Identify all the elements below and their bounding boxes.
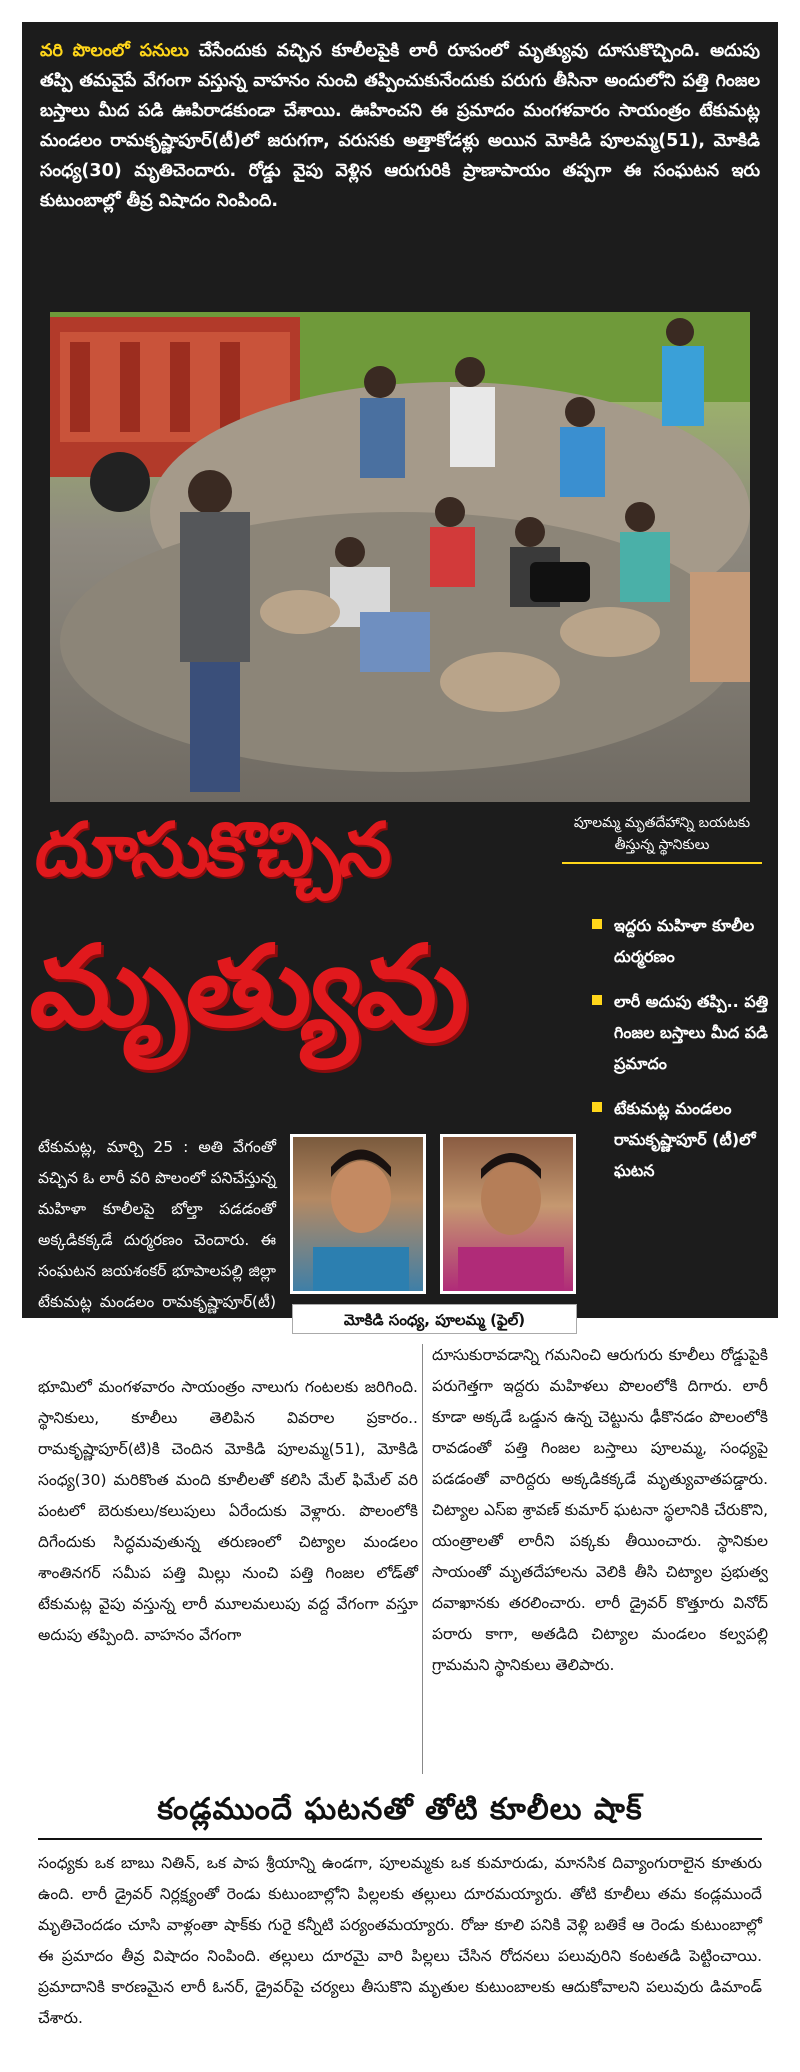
accident-photo bbox=[50, 312, 750, 802]
accident-photo-illustration bbox=[50, 312, 750, 802]
article-column-left-bottom: భూమిలో మంగళవారం సాయంత్రం నాలుగు గంటలకు జరిగింది. స్థానికులు, కూలీలు తెలిపిన వివరాల ప్రకారం.. రామకృష్ణాపూర్(టి)కి చెందిన మోకిడి పూలమ్మ(51), మోకిడి సంధ్య(30) మరికొంత మంది కూలీలతో కలిసి మేల్ ఫిమేల్ వరి పంటలో బెరుకులు/కలుపులు ఏరేందుకు వెళ్లారు. పొలంలోకి దిగేందుకు సిద్ధమవుతున్న తరుణంలో చిట్యాల మండలం శాంతినగర్ సమీప పత్తి మిల్లు నుంచి పత్తి గింజల లోడ్‌తో టేకుమట్ల వైపు వస్తున్న లారీ మూలమలుపు వద్ద వేగంగా వస్తూ అదుపు తప్పింది. వాహనం వేగంగా bbox=[38, 1378, 418, 1644]
portrait-pulamma-illustration bbox=[443, 1137, 576, 1294]
caption-divider bbox=[562, 862, 762, 864]
highlight-item: లారీ అదుపు తప్పి.. పత్తి గింజల బస్తాలు మీద పడి ప్రమాదం bbox=[592, 986, 772, 1079]
portrait-pulamma bbox=[440, 1134, 576, 1294]
portrait-sandhya-illustration bbox=[293, 1137, 426, 1294]
sub-headline: కండ్లముందే ఘటనతో తోటి కూలీలు షాక్ bbox=[157, 1792, 643, 1827]
photo-caption: పూలమ్మ మృతదేహాన్ని బయటకు తీస్తున్న స్థానికులు bbox=[573, 815, 751, 853]
column-divider bbox=[422, 1344, 423, 1774]
headline-line-1: దూసుకొచ్చిన bbox=[31, 807, 394, 893]
highlight-item: టేకుమట్ల మండలం రామకృష్ణాపూర్ (టీ)లో ఘటన bbox=[592, 1093, 772, 1186]
lead-kicker: వరి పొలంలో పనులు bbox=[40, 41, 189, 61]
lead-paragraph bbox=[40, 36, 760, 216]
article-column-left-top: టేకుమట్ల, మార్చి 25 : అతి వేగంతో వచ్చిన ఓ లారీ వరి పొలంలో పనిచేస్తున్న మహిళా కూలీలపై బోల్తా పడడంతో అక్కడికక్కడే దుర్మరణం చెందారు. ఈ సంఘటన జయశంకర్ భూపాలపల్లి జిల్లా టేకుమట్ల మండలం రామకృష్ణాపూర్(టీ) గ్రామ శివారులోని వ్యవసాయ bbox=[38, 1138, 276, 1342]
article-column-right: దూసుకురావడాన్ని గమనించి ఆరుగురు కూలీలు రోడ్డుపైకి పరుగెత్తగా ఇద్దరు మహిళలు పొలంలోకి దిగారు. లారీ కూడా అక్కడే ఒడ్డున ఉన్న చెట్టును ఢీకొనడం పొలంలోకి రావడంతో పత్తి గింజల బస్తాలు పూలమ్మ, సంధ్యపై పడడంతో వారిద్దరు అక్కడికక్కడే మృత్యువాతపడ్డారు. చిట్యాల ఎస్ఐ శ్రావణ్ కుమార్ ఘటనా స్థలానికి చేరుకొని, యంత్రాలతో లారీని పక్కకు తీయించారు. స్థానికుల సాయంతో మృతదేహాలను వెలికి తీసి చిట్యాల ప్రభుత్వ దవాఖానకు తరలించారు. లారీ డ్రైవర్ కొత్తూరు వినోద్ పరారు కాగా, అతడిది చిట్యాల మండలం కల్వపల్లి గ్రామమని స్థానికులు తెలిపారు. bbox=[432, 1346, 768, 1674]
news-page bbox=[22, 22, 778, 2052]
article-followup-paragraph: సంధ్యకు ఒక బాబు నితిన్, ఒక పాప శ్రీయాన్ని ఉండగా, పూలమ్మకు ఒక కుమారుడు, మానసిక దివ్యాంగురాలైన కూతురు ఉంది. లారీ డ్రైవర్ నిర్లక్ష్యంతో రెండు కుటుంబాల్లోని పిల్లలకు తల్లులు దూరమయ్యారు. తోటి కూలీలు తమ కండ్లముందే మృతిచెందడం చూసి వాళ్లంతా షాక్‌కు గురై కన్నీటి పర్యంతమయ్యారు. రోజు కూలి పనికి వెళ్లి బతికే ఆ రెండు కుటుంబాల్లో ఈ ప్రమాదం తీవ్ర విషాదం నింపింది. తల్లులు దూరమై వారి పిల్లలు చేసిన రోదనలు పలువురిని కంటతడి పెట్టించాయి. ప్రమాదానికి కారణమైన లారీ ఓనర్, డ్రైవర్‌పై చర్యలు తీసుకొని మృతుల కుటుంబాలకు ఆదుకోవాలని పలువురు డిమాండ్ చేశారు. bbox=[38, 1854, 762, 2027]
portrait-sandhya bbox=[290, 1134, 426, 1294]
lead-text: చేసేందుకు వచ్చిన కూలీలపైకి లారీ రూపంలో మృత్యువు దూసుకొచ్చింది. అదుపు తప్పి తమవైపే వేగంగా వస్తున్న వాహనం నుంచి తప్పించుకునేందుకు పరుగు తీసినా అందులోని పత్తి గింజల బస్తాలు మీద పడి ఊపిరాడకుండా చేశాయి. ఊహించని ఈ ప్రమాదం మంగళవారం సాయంత్రం టేకుమట్ల మండలం రామకృష్ణాపూర్(టీ)లో జరుగగా, వరుసకు అత్తాకోడళ్లు అయిన మోకిడి పూలమ్మ(51), మోకిడి సంధ్య(30) మృతిచెందారు. రోడ్డు వైపు వెళ్లిన ఆరుగురికి ప్రాణాపాయం తప్పగా ఈ సంఘటన ఇరు కుటుంబాల్లో తీవ్ర విషాదం నింపింది. bbox=[40, 41, 760, 211]
portrait-caption: మోకిడి సంధ్య, పూలమ్మ (ఫైల్) bbox=[292, 1304, 577, 1334]
highlights-list bbox=[592, 910, 772, 1200]
highlight-item: ఇద్దరు మహిళా కూలీల దుర్మరణం bbox=[592, 910, 772, 972]
headline-line-2: మృత్యువు bbox=[25, 922, 474, 1052]
sub-headline-rule bbox=[38, 1838, 762, 1840]
